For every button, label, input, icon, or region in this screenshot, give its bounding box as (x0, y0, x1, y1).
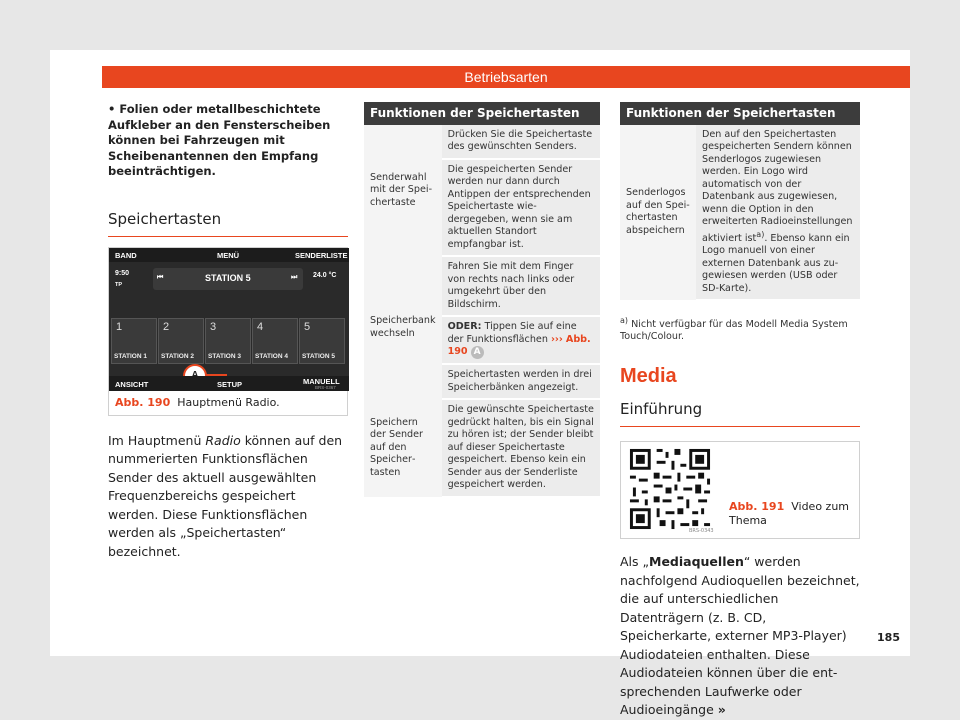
row-text: Speichertasten werden in drei Speicherbänken angezeigt. (442, 364, 600, 399)
ansicht-label: ANSICHT (115, 379, 149, 389)
figure-ref: Abb. 191 (729, 500, 785, 514)
figure-link: Abb. 190 (447, 333, 591, 357)
section-header: Betriebsarten (102, 66, 910, 88)
media-title: Media (620, 365, 677, 388)
figure-191-caption: Abb. 191 Video zum Thema (729, 500, 850, 528)
table-title: Funktionen der Speichertasten (364, 102, 600, 125)
row-label-senderlogos: Senderlogos auf den Speichertasten abspeichern (620, 125, 696, 301)
figure-190 (108, 247, 348, 416)
row-text: Den auf den Speichertasten gespeicherten Sendern können Senderlogos zugewiesen werden. Ein Logo wird automatisch von der Datenbank aus zugewiesen, wenn die Option in den erweiterten Radioeinstellungen aktiviert ist$^{a)}$. Ebenso kann ein Logo manuell von einer externen Datenbank aus zugewiesen werden (USB oder SD-Karte). (696, 125, 860, 301)
manuell-label: MANUELL (303, 376, 340, 386)
row-text: Fahren Sie mit dem Finger von rechts nach links oder umgekehrt über den Bildschirm. (442, 256, 600, 316)
bullet-dot-icon: • (108, 102, 116, 116)
manual-page (50, 50, 910, 718)
setup-label: SETUP (217, 379, 243, 389)
footnote: $^{a)}$ Nicht verfügbar für das Modell Media System Touch/Colour. (620, 316, 848, 343)
senderlogos-table (620, 102, 860, 301)
band-label: BAND (115, 250, 137, 260)
skip-forward-icon: ⏭ (291, 273, 298, 281)
row-text-oder: ODER: Tippen Sie auf eine der Funktionsflächen ››› Abb. 190 A (442, 316, 600, 364)
speichertasten-heading: Speichertasten (108, 210, 348, 237)
senderliste-label: SENDERLISTE (295, 250, 348, 260)
figure-191 (620, 441, 860, 539)
bullet-text: Folien oder metallbeschichtete Aufkleber an den Fensterscheiben können bei Fahrzeugen mit Scheibenantennen den Empfang beeinträchtigen. (108, 102, 331, 178)
tp-label: TP (115, 281, 123, 288)
continue-mark: » (717, 702, 726, 718)
einfuehrung-heading: Einführung (620, 400, 860, 427)
qr-code-image (627, 446, 714, 535)
row-text: Drücken Sie die Speichertaste des gewünschten Senders. (442, 125, 600, 159)
radio-screen-image (109, 248, 349, 391)
figure-ref: Abb. 190 (115, 395, 171, 409)
station-tile-1: 1 STATION 1 (111, 318, 157, 364)
column-middle (364, 102, 600, 498)
temperature-label: 24.0 °C (313, 271, 337, 279)
station-tile-2: 2 STATION 2 (158, 318, 204, 364)
speichertasten-table (364, 102, 600, 498)
qr-image-code: BRS-0343 (689, 528, 714, 535)
figure-190-caption: Abb. 190 Hauptmenü Radio. (115, 395, 280, 409)
station-tile-4: 4 STATION 4 (252, 318, 298, 364)
intro-paragraph: Im Hauptmenü Radio können auf den nummerierten Funktionsflächen Sender des aktuell ausgewählten Frequenzbereichs gespeichert werden. Diese Funktionsflächen werden als „Speichertasten“ bezeichnet. (108, 432, 343, 559)
row-label-speichern: Speichern der Sender auf den Speichertasten (364, 399, 442, 497)
warning-bullet (108, 102, 348, 180)
media-paragraph: Als „Mediaquellen“ werden nachfolgend Audioquellen bezeichnet, die auf unterschiedlichen Datenträgern (z. B. CD, Speicherkarte, externer MP3-Player) Audiodateien enthalten. Diese Audiodateien können über die entsprechenden Laufwerke oder Audioeingänge » (620, 554, 860, 718)
time-label: 9:50 (115, 269, 130, 277)
menu-label: MENÜ (217, 250, 240, 260)
page-number: 185 (877, 631, 900, 644)
column-right (620, 102, 860, 720)
current-station: STATION 5 (205, 272, 251, 283)
column-left (108, 102, 348, 561)
station-tile-5: 5 STATION 5 (299, 318, 345, 364)
image-code: BRS-0367 (315, 384, 336, 390)
table-title: Funktionen der Speichertasten (620, 102, 860, 125)
row-text: Die gespeicherten Sender werden nur dann durch Antippen der entsprechenden Speichertaste wiedergegeben, wenn sie am aktuellen Standort empfangbar ist. (442, 159, 600, 257)
skip-back-icon: ⏮ (157, 273, 164, 281)
row-text: Die gewünschte Speichertaste gedrückt halten, bis ein Signal zu hören ist; der Sender bleibt auf dieser Speichertaste gespeichert. Ebenso kein ein Sender aus der Senderliste gespeichert werden. (442, 399, 600, 497)
marker-a-icon: A (471, 346, 484, 359)
row-label-senderwahl: Senderwahl mit der Speichertaste (364, 125, 442, 257)
row-label-speicherbank: Speicherbank wechseln (364, 256, 442, 399)
station-tile-3: 3 STATION 3 (205, 318, 251, 364)
